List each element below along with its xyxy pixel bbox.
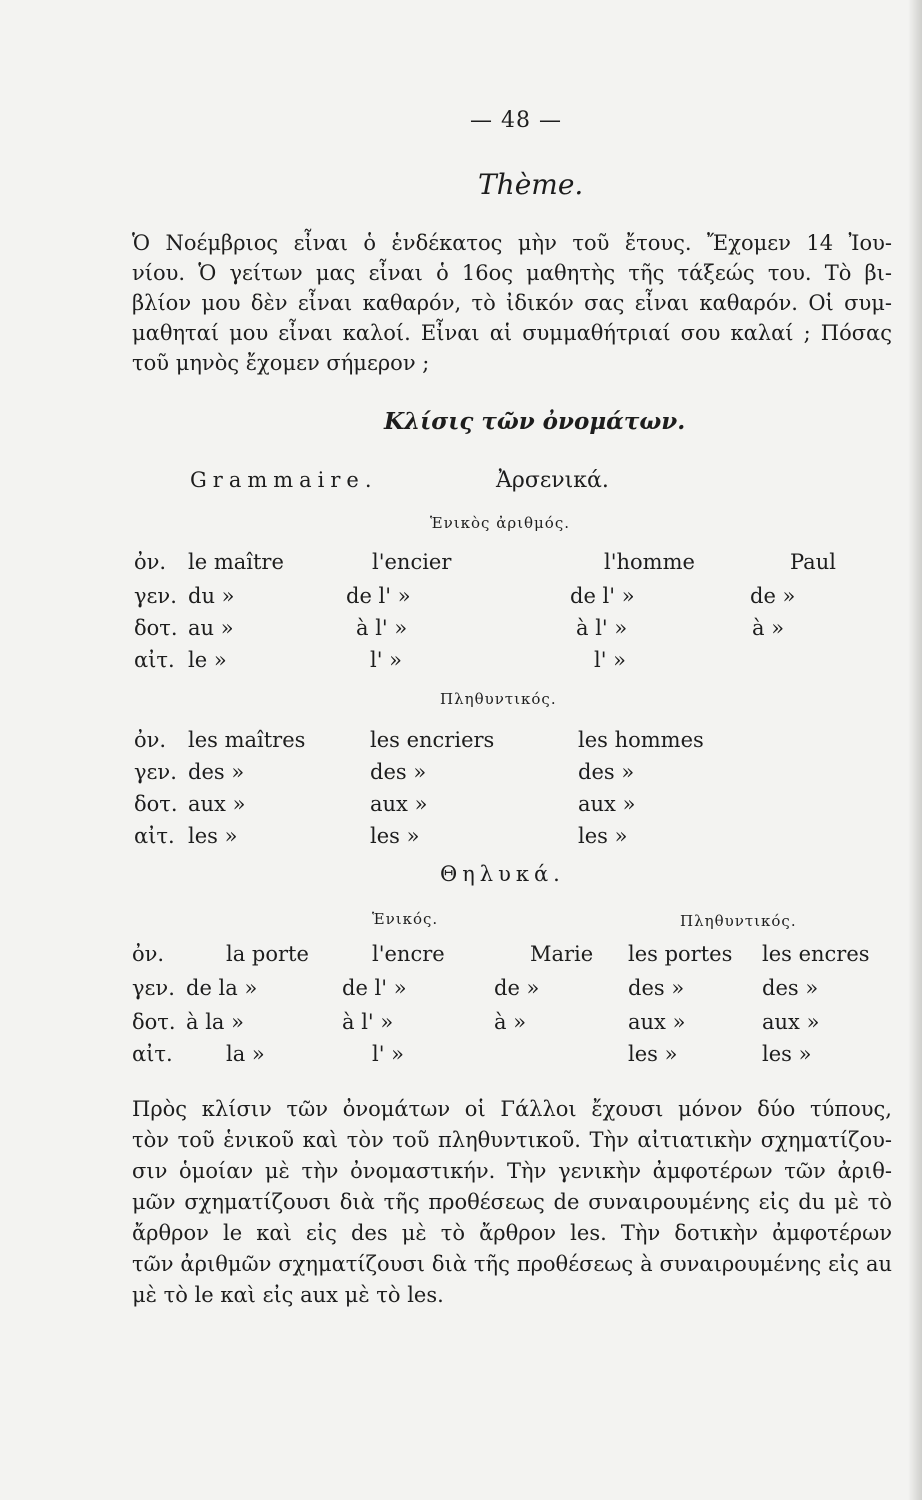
table-cell: de l' » xyxy=(346,584,411,608)
table-cell: des » xyxy=(762,976,819,1000)
feminine-label: Θηλυκά. xyxy=(440,862,565,886)
case-label: ὀν. xyxy=(134,728,167,752)
table-cell: à l' » xyxy=(576,616,628,640)
explanation-line: σιν ὁμοίαν μὲ τὴν ὀνομαστικήν. Τὴν γενικὴν ἀμφοτέρων τῶν ἀριθ- xyxy=(132,1159,892,1183)
table-cell: des » xyxy=(188,760,245,784)
case-label: δοτ. xyxy=(132,1010,176,1034)
theme-line: Ὁ Νοέμβριος εἶναι ὁ ἑνδέκατος μὴν τοῦ ἔτους. Ἔχομεν 14 Ἰου- xyxy=(132,231,892,255)
table-cell: Paul xyxy=(790,550,836,574)
table-cell: la » xyxy=(226,1042,265,1066)
explanation-line: μῶν σχηματίζουσι διὰ τῆς προθέσεως de συναιρουμένης εἰς du μὲ τὸ xyxy=(132,1190,892,1214)
table-cell: des » xyxy=(628,976,685,1000)
masculine-label: Ἀρσενικά. xyxy=(496,468,609,493)
case-label: αἰτ. xyxy=(134,648,175,672)
table-cell: aux » xyxy=(188,792,246,816)
table-cell: les » xyxy=(578,824,628,848)
theme-paragraph xyxy=(132,228,892,378)
explanation-line: Πρὸς κλίσιν τῶν ὀνομάτων οἱ Γάλλοι ἔχουσι μόνον δύο τύπους, xyxy=(132,1097,892,1121)
explanation-line: ἄρθρον le καὶ εἰς des μὲ τὸ ἄρθρον les. Τὴν δοτικὴν ἀμφοτέρων xyxy=(132,1221,892,1245)
table-cell: les portes xyxy=(628,942,733,966)
case-label: ὀν. xyxy=(132,942,165,966)
explanation-line: τὸν τοῦ ἑνικοῦ καὶ τὸν τοῦ πληθυντικοῦ. Τὴν αἰτιατικὴν σχηματίζου- xyxy=(132,1128,892,1152)
table-cell: le maître xyxy=(188,550,284,574)
table-cell: l'encier xyxy=(372,550,452,574)
theme-line: μαθηταί μου εἶναι καλοί. Εἶναι αἱ συμμαθήτριαί σου καλαί ; Πόσας xyxy=(132,321,892,345)
case-label: αἰτ. xyxy=(132,1042,173,1066)
table-cell: les » xyxy=(762,1042,812,1066)
theme-line: νίου. Ὁ γείτων μας εἶναι ὁ 16ος μαθητὴς τῆς τάξεώς του. Τὸ βι- xyxy=(132,261,892,285)
explanation-line: τῶν ἀριθμῶν σχηματίζουσι διὰ τῆς προθέσεως à συναιρουμένης εἰς au xyxy=(132,1252,892,1276)
section-heading: Κλίσις τῶν ὀνομάτων. xyxy=(384,408,686,435)
case-label: γεν. xyxy=(134,584,177,608)
table-cell: de l' » xyxy=(342,976,407,1000)
table-cell: les encres xyxy=(762,942,870,966)
table-cell: les » xyxy=(188,824,238,848)
table-cell: l' » xyxy=(370,648,403,672)
table-cell: à l' » xyxy=(356,616,408,640)
table-cell: Marie xyxy=(530,942,594,966)
theme-title: Thème. xyxy=(478,168,584,201)
case-label: γεν. xyxy=(134,760,177,784)
table-cell: les » xyxy=(370,824,420,848)
singular-label: Ἑνικὸς ἀριθμός. xyxy=(430,514,571,532)
grammaire-label: Grammaire. xyxy=(190,468,378,492)
table-cell: à l' » xyxy=(342,1010,394,1034)
page-edge-shadow xyxy=(908,0,922,1500)
theme-line: τοῦ μηνὸς ἔχομεν σήμερον ; xyxy=(132,351,430,375)
table-cell: les encriers xyxy=(370,728,495,752)
table-cell: de » xyxy=(494,976,540,1000)
explanation-line: μὲ τὸ le καὶ εἰς aux μὲ τὸ les. xyxy=(132,1283,444,1307)
table-cell: aux » xyxy=(370,792,428,816)
table-cell: de » xyxy=(750,584,796,608)
plural-label: Πληθυντικός. xyxy=(440,690,557,708)
table-cell: l'homme xyxy=(604,550,695,574)
table-cell: aux » xyxy=(628,1010,686,1034)
fem-plural-label: Πληθυντικός. xyxy=(680,912,797,930)
table-cell: des » xyxy=(370,760,427,784)
table-cell: à la » xyxy=(186,1010,244,1034)
page-number: — 48 — xyxy=(470,108,562,133)
table-cell: au » xyxy=(188,616,234,640)
table-cell: les » xyxy=(628,1042,678,1066)
explanation-paragraph xyxy=(132,1094,892,1311)
case-label: δοτ. xyxy=(134,792,178,816)
case-label: αἰτ. xyxy=(134,824,175,848)
table-cell: des » xyxy=(578,760,635,784)
theme-line: βλίον μου δὲν εἶναι καθαρόν, τὸ ἰδικόν σας εἶναι καθαρόν. Οἱ συμ- xyxy=(132,291,892,315)
fem-singular-label: Ἑνικός. xyxy=(372,910,439,928)
table-cell: les hommes xyxy=(578,728,704,752)
table-cell: l' » xyxy=(594,648,627,672)
table-cell: de la » xyxy=(186,976,258,1000)
table-cell: à » xyxy=(752,616,785,640)
case-label: ὀν. xyxy=(134,550,167,574)
table-cell: du » xyxy=(188,584,235,608)
table-cell: le » xyxy=(188,648,227,672)
table-cell: aux » xyxy=(762,1010,820,1034)
table-cell: aux » xyxy=(578,792,636,816)
table-cell: l' » xyxy=(372,1042,405,1066)
case-label: δοτ. xyxy=(134,616,178,640)
table-cell: la porte xyxy=(226,942,309,966)
table-cell: l'encre xyxy=(372,942,445,966)
table-cell: à » xyxy=(494,1010,527,1034)
case-label: γεν. xyxy=(132,976,175,1000)
table-cell: les maîtres xyxy=(188,728,306,752)
table-cell: de l' » xyxy=(570,584,635,608)
